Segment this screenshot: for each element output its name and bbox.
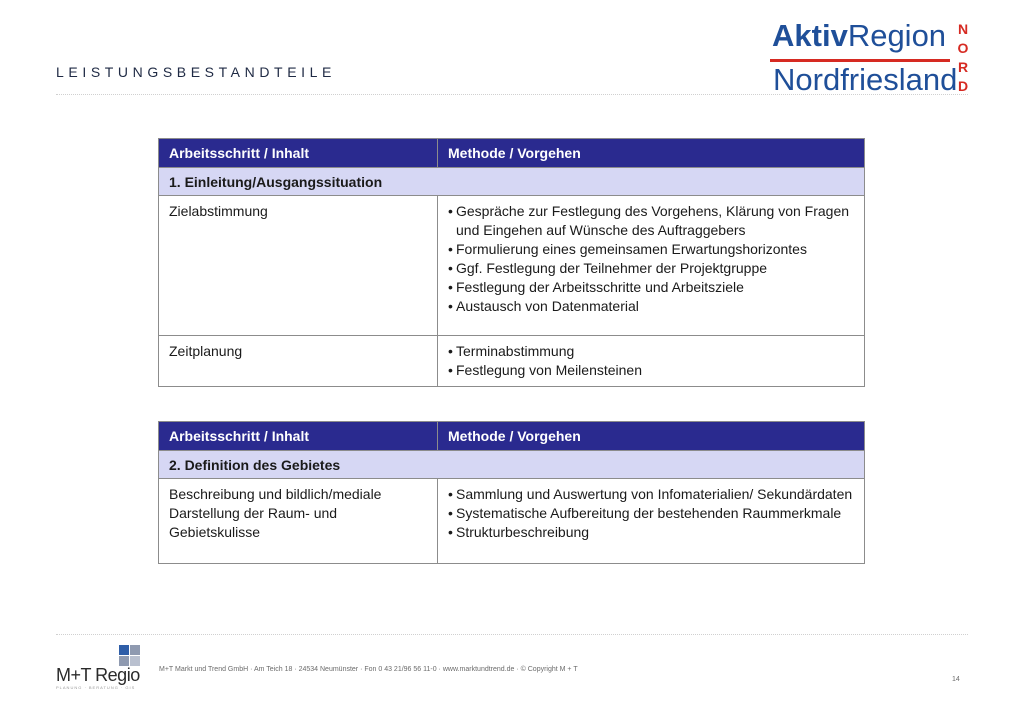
list-item [448,342,854,361]
footer-brand-tagline: PLANUNG · BERATUNG · GIS [56,685,136,690]
method-cell [438,196,865,336]
step-cell: Zeitplanung [159,336,438,387]
method-text: Gespräche zur Festlegung des Vorgehens, Klärung von Fragen und Eingehen auf Wünsche des Auftraggebers [456,203,850,238]
list-item [448,485,854,504]
page-title: LEISTUNGSBESTANDTEILE [56,64,336,80]
logo-letter: N [957,21,969,37]
section-title: 1. Einleitung/Ausgangssituation [159,168,865,196]
logo-letter: D [957,78,969,94]
list-item [448,504,854,523]
section-title: 2. Definition des Gebietes [159,451,865,479]
section-row [159,168,865,196]
method-list [448,342,854,380]
steps-table-1 [158,138,865,387]
method-text: Festlegung der Arbeitsschritte und Arbeitsziele [456,279,744,295]
footer-divider [56,634,968,635]
steps-table-2 [158,421,865,564]
method-text: Terminabstimmung [456,343,575,359]
bullet-mark: • [448,343,453,359]
aktivregion-logo [770,18,975,98]
logo-vertical-nord [956,20,970,96]
method-text: Austausch von Datenmaterial [456,298,639,314]
step-cell: Beschreibung und bildlich/mediale Darstellung der Raum- und Gebietskulisse [159,479,438,564]
mt-regio-logo [56,645,146,693]
logo-letter: O [957,40,969,56]
method-text: Strukturbeschreibung [456,524,590,540]
method-text: Ggf. Festlegung der Teilnehmer der Projektgruppe [456,260,768,276]
footer-contact-text: M+T Markt und Trend GmbH · Am Teich 18 · 24534 Neumünster · Fon 0 43 21/96 56 11-0 · www.marktundtrend.de · © Copyright M + T [159,666,578,673]
bullet-mark: • [448,203,453,219]
table-row [159,336,865,387]
method-list [448,485,854,542]
logo-line-2: Nordfriesland [773,62,958,97]
table-header-row [159,139,865,168]
method-list [448,202,854,316]
logo-square [119,645,129,655]
bullet-mark: • [448,362,453,378]
list-item [448,278,854,297]
method-cell [438,336,865,387]
section-row [159,451,865,479]
logo-line-1 [772,18,946,54]
table-row [159,196,865,336]
method-cell [438,479,865,564]
table-header-row [159,422,865,451]
method-text: Sammlung und Auswertung von Infomaterialien/ Sekundärdaten [456,486,853,502]
list-item [448,297,854,316]
column-header-method: Methode / Vorgehen [438,139,865,168]
method-text: Systematische Aufbereitung der bestehenden Raummerkmale [456,505,842,521]
bullet-mark: • [448,241,453,257]
logo-word-aktiv: Aktiv [772,18,848,53]
list-item [448,240,854,259]
method-text: Festlegung von Meilensteinen [456,362,643,378]
column-header-step: Arbeitsschritt / Inhalt [159,422,438,451]
logo-letter: R [957,59,969,75]
bullet-mark: • [448,260,453,276]
logo-square [130,645,140,655]
bullet-mark: • [448,505,453,521]
table-row [159,479,865,564]
list-item [448,523,854,542]
bullet-mark: • [448,486,453,502]
footer-brand-name: M+T Regio [56,665,140,685]
page-number: 14 [952,676,960,683]
step-cell: Zielabstimmung [159,196,438,336]
column-header-method: Methode / Vorgehen [438,422,865,451]
bullet-mark: • [448,524,453,540]
list-item [448,259,854,278]
column-header-step: Arbeitsschritt / Inhalt [159,139,438,168]
list-item [448,361,854,380]
method-text: Formulierung eines gemeinsamen Erwartungshorizontes [456,241,807,257]
bullet-mark: • [448,298,453,314]
bullet-mark: • [448,279,453,295]
logo-word-region: Region [847,18,947,53]
list-item [448,202,854,240]
